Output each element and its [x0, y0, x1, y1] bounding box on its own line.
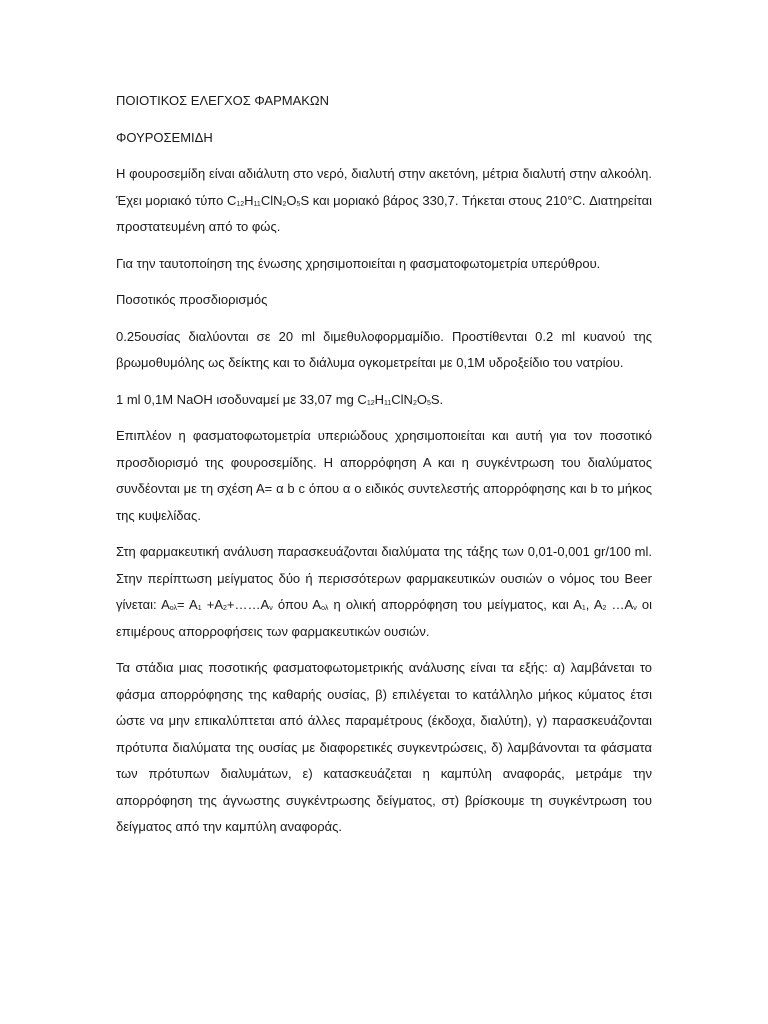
paragraph-titration: 0.25ουσίας διαλύονται σε 20 ml διμεθυλοφορμαμίδιο. Προστίθενται 0.2 ml κυανού της βρωμοθυμόλης ως δείκτης και το διάλυμα ογκομετρείται με 0,1Μ υδροξείδιο του νατρίου. — [116, 328, 652, 370]
section-heading-assay: Ποσοτικός προσδιορισμός — [116, 292, 268, 307]
paragraph-uv-spectrophotometry: Επιπλέον η φασματοφωτομετρία υπεριώδους χρησιμοποιείται και αυτή για τον ποσοτικό προσδιορισμό της φουροσεμίδης. Η απορρόφηση Α και η συγκέντρωση του διαλύματος συνδέονται με τη σχέση Α= α b c όπου α ο ειδικός συντελεστής απορρόφησης και b το μήκος της κυψελίδας. — [116, 428, 652, 523]
document-title: ΠΟΙΟΤΙΚΟΣ ΕΛΕΓΧΟΣ ΦΑΡΜΑΚΩΝ — [116, 93, 330, 108]
document-subtitle: ΦΟΥΡΟΣΕΜΙΔΗ — [116, 129, 213, 145]
paragraph-equivalence: 1 ml 0,1M NaOH ισοδυναμεί με 33,07 mg $C_{12}H_{11}ClN_2O_5S$. — [116, 391, 444, 407]
paragraph-identification: Για την ταυτοποίηση της ένωσης χρησιμοποιείται η φασματοφωτομετρία υπερύθρου. — [116, 255, 601, 271]
paragraph-beer-law: Στη φαρμακευτική ανάλυση παρασκευάζονται διαλύματα της τάξης των 0,01-0,001 gr/100 ml. Στην περίπτωση μείγματος δύο ή περισσότερων φαρμακευτικών ουσιών ο νόμος του Beer γίνεται: $A_{o\lambda}= A_1$ $+A_2+\dots\dots A_\nu$ όπου $A_{o\lambda}$ η ολική απορρόφηση του μείγματος, και $A_1$, $A_2$ $\dots A_\nu$ οι επιμέρους απορροφήσεις των φαρμακευτικών ουσιών. — [116, 544, 652, 639]
paragraph-analysis-stages: Τα στάδια μιας ποσοτικής φασματοφωτομετρικής ανάλυσης είναι τα εξής: α) λαμβάνεται το φάσμα απορρόφησης της καθαρής ουσίας, β) επιλέγεται το κατάλληλο μήκος κύματος έτσι ώστε να μην επικαλύπτεται από άλλες παραμέτρους (έκδοχα, διαλύτη), γ) παρασκευάζονται πρότυπα διαλύματα της ουσίας με διαφορετικές συγκεντρώσεις, δ) λαμβάνονται τα φάσματα των πρότυπων διαλυμάτων, ε) κατασκευάζεται η καμπύλη αναφοράς, μετράμε την απορρόφηση της άγνωστης συγκέντρωσης δείγματος, στ) βρίσκουμε τη συγκέντρωση του δείγματος από την καμπύλη αναφοράς. — [116, 660, 652, 834]
paragraph-properties: Η φουροσεμίδη είναι αδιάλυτη στο νερό, διαλυτή στην ακετόνη, μέτρια διαλυτή στην αλκοόλη. Έχει μοριακό τύπο $C_{12}H_{11}ClN_2O_5S$ και μοριακό βάρος 330,7. Τήκεται στους 210°C. Διατηρείται προστατευμένη από το φώς. — [116, 166, 652, 234]
document-page — [116, 88, 652, 851]
